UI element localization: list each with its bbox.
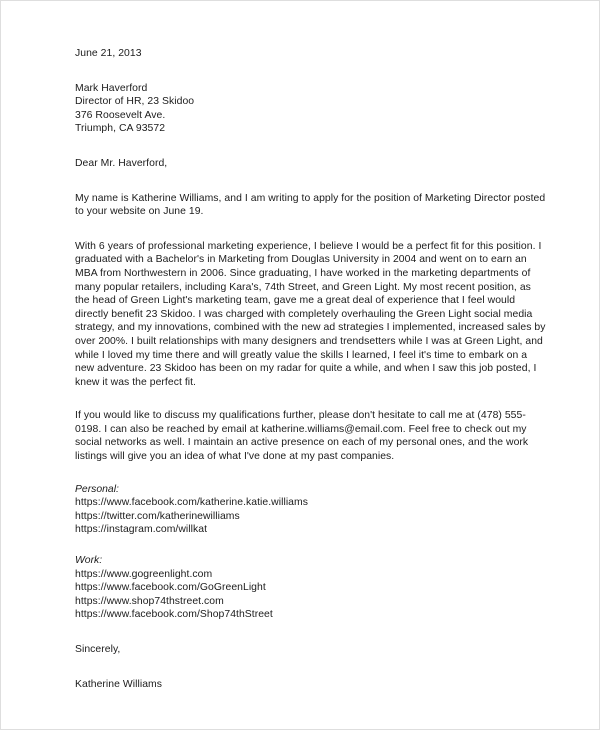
recipient-city-state-zip: Triumph, CA 93572 [75, 123, 166, 135]
letter-body [75, 47, 547, 691]
body-paragraph: With 6 years of professional marketing experience, I believe I would be a perfect fit for this position. I graduated with a Bachelor's in Marketing from Douglas University in 2004 and went on to earn an MBA from Northwestern in 2006. Since graduating, I have worked in the marketing departments of many popular retailers, including Kara's, 74th Street, and Green Light. My most recent position, as the head of Green Light's marketing team, gave me a great deal of experience that I feel would directly benefit 23 Skidoo. I was charged with completely overhauling the Green Light social media strategy, and my innovations, combined with the new ad strategies I implemented, increased sales by over 200%. I built relationships with many designers and trendsetters while I was at Green Light, and while I loved my time there and will greatly value the skills I learned, I feel it's time to embark on a new adventure. 23 Skidoo has been on my radar for quite a while, and when I saw this job posted, I knew it was the perfect fit. [75, 240, 546, 388]
recipient-address-block [75, 82, 547, 136]
work-link-shop74thstreet[interactable]: https://www.shop74thstreet.com [75, 595, 224, 607]
intro-paragraph: My name is Katherine Williams, and I am writing to apply for the position of Marketing Director posted to your website on June 19. [75, 192, 546, 218]
date-block [75, 47, 547, 61]
contact-paragraph: If you would like to discuss my qualifications further, please don't hesitate to call me at (478) 555-0198. I can also be reached by email at katherine.williams@email.com. Feel free to check out my social networks as well. I maintain an active presence on each of my personal ones, and the work listings will give you an idea of what I've done at my past companies. [75, 410, 529, 463]
intro-paragraph-block [75, 192, 547, 219]
salutation: Dear Mr. Haverford, [75, 157, 168, 169]
letter-date: June 21, 2013 [75, 48, 142, 59]
spacer-after-work-links [75, 622, 547, 643]
personal-link-twitter[interactable]: https://twitter.com/katherinewilliams [75, 510, 240, 522]
signature-block [75, 678, 547, 692]
spacer-after-intro [75, 219, 547, 240]
spacer-after-date [75, 61, 547, 82]
closing-salutation: Sincerely, [75, 644, 121, 655]
personal-links-block [75, 483, 547, 537]
work-links-label: Work: [75, 555, 103, 567]
recipient-street: 376 Roosevelt Ave. [75, 109, 166, 121]
salutation-block [75, 157, 547, 171]
spacer-after-salutation [75, 171, 547, 192]
contact-paragraph-block [75, 409, 547, 463]
work-link-facebook-shop74thstreet[interactable]: https://www.facebook.com/Shop74thStreet [75, 609, 273, 621]
personal-links-label: Personal: [75, 483, 119, 495]
spacer-after-contact [75, 464, 547, 483]
work-link-gogreenlight[interactable]: https://www.gogreenlight.com [75, 568, 213, 580]
personal-link-instagram[interactable]: https://instagram.com/willkat [75, 524, 208, 536]
spacer-after-body [75, 389, 547, 409]
work-link-facebook-gogreenlight[interactable]: https://www.facebook.com/GoGreenLight [75, 582, 266, 594]
spacer-after-address [75, 136, 547, 157]
recipient-name: Mark Haverford [75, 82, 148, 94]
spacer-after-closing [75, 657, 547, 678]
signature-name: Katherine Williams [75, 678, 162, 690]
recipient-title-company: Director of HR, 23 Skidoo [75, 96, 195, 108]
body-paragraph-block [75, 240, 547, 390]
spacer-after-personal-links [75, 537, 547, 554]
work-links-block [75, 554, 547, 622]
personal-link-facebook[interactable]: https://www.facebook.com/katherine.katie.williams [75, 497, 308, 509]
closing-block [75, 643, 547, 657]
